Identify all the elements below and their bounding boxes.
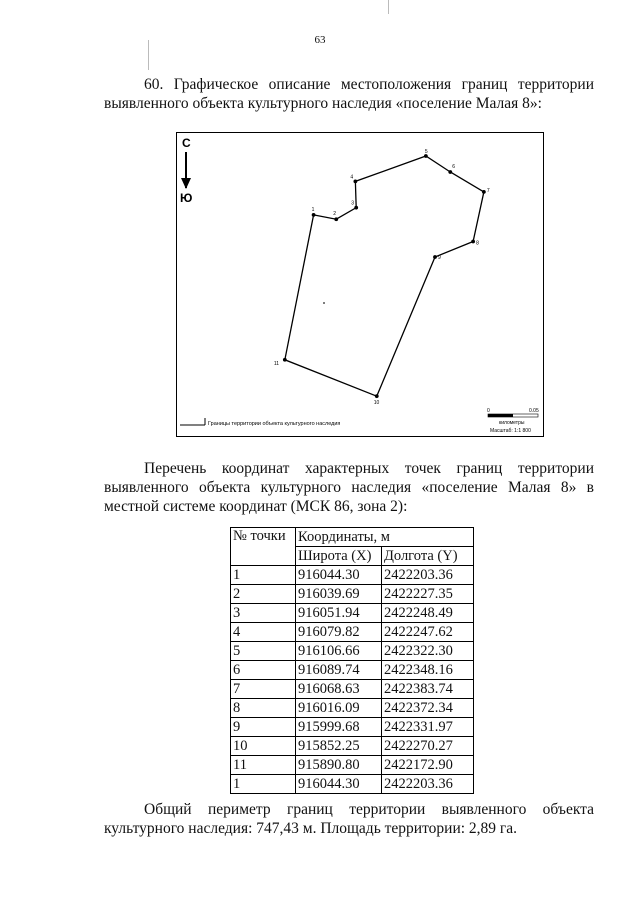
latitude-cell: 916089.74 bbox=[296, 661, 382, 680]
longitude-cell: 2422383.74 bbox=[382, 680, 474, 699]
coordinates-table-body bbox=[231, 566, 474, 794]
summary-line-2: культурного наследия: 747,43 м. Площадь территории: 2,89 га. bbox=[104, 820, 518, 837]
heading-line-2: выявленного объекта культурного наследия «поселение Малая 8»: bbox=[104, 95, 542, 112]
point-number-cell: 4 bbox=[231, 623, 296, 642]
boundary-point-marker bbox=[448, 170, 452, 174]
point-number-cell: 1 bbox=[231, 566, 296, 585]
latitude-cell: 916079.82 bbox=[296, 623, 382, 642]
latitude-cell: 915890.80 bbox=[296, 756, 382, 775]
table-row bbox=[231, 775, 474, 794]
table-row bbox=[231, 756, 474, 775]
longitude-cell: 2422247.62 bbox=[382, 623, 474, 642]
boundary-map-canvas bbox=[177, 133, 543, 436]
intro-line-3: местной системе координат (МСК 86, зона 2): bbox=[104, 498, 408, 515]
scale-units: километры bbox=[499, 420, 525, 426]
scale-end: 0.05 bbox=[529, 408, 539, 414]
point-number-cell: 8 bbox=[231, 699, 296, 718]
header-latitude: Широта (X) bbox=[296, 547, 382, 566]
table-row bbox=[231, 680, 474, 699]
header-coordinates: Координаты, м bbox=[296, 528, 474, 547]
boundary-point-label: 1 bbox=[311, 206, 315, 213]
section-heading bbox=[104, 75, 594, 113]
longitude-cell: 2422348.16 bbox=[382, 661, 474, 680]
point-number-cell: 10 bbox=[231, 737, 296, 756]
summary-line-1: Общий периметр границ территории выявленного объекта bbox=[144, 801, 594, 818]
boundary-point-label: 5 bbox=[424, 149, 428, 156]
legend-label: Границы территории объекта культурного наследия bbox=[208, 421, 341, 427]
point-number-cell: 6 bbox=[231, 661, 296, 680]
boundary-point-label: 4 bbox=[350, 174, 354, 181]
territory-boundary-line bbox=[285, 156, 484, 396]
longitude-cell: 2422270.27 bbox=[382, 737, 474, 756]
coordinates-intro bbox=[104, 459, 594, 516]
table-row bbox=[231, 623, 474, 642]
table-row bbox=[231, 604, 474, 623]
table-row bbox=[231, 566, 474, 585]
boundary-point-label: 10 bbox=[373, 400, 380, 407]
boundary-map bbox=[176, 132, 544, 437]
scale-zero: 0 bbox=[487, 408, 490, 414]
point-number-cell: 9 bbox=[231, 718, 296, 737]
latitude-cell: 916106.66 bbox=[296, 642, 382, 661]
coordinates-table bbox=[230, 527, 474, 794]
south-label: Ю bbox=[180, 191, 193, 205]
boundary-point-label: 6 bbox=[452, 163, 456, 170]
table-row bbox=[231, 661, 474, 680]
north-label: С bbox=[182, 136, 191, 150]
boundary-point-label: 8 bbox=[476, 240, 479, 247]
longitude-cell: 2422322.30 bbox=[382, 642, 474, 661]
boundary-point-label: 7 bbox=[486, 187, 490, 194]
point-number-cell: 5 bbox=[231, 642, 296, 661]
longitude-cell: 2422248.49 bbox=[382, 604, 474, 623]
table-row bbox=[231, 585, 474, 604]
boundary-point-marker bbox=[433, 255, 437, 259]
table-row bbox=[231, 699, 474, 718]
latitude-cell: 916044.30 bbox=[296, 775, 382, 794]
table-row bbox=[231, 642, 474, 661]
boundary-point-marker bbox=[375, 394, 379, 398]
longitude-cell: 2422203.36 bbox=[382, 566, 474, 585]
longitude-cell: 2422227.35 bbox=[382, 585, 474, 604]
latitude-cell: 916039.69 bbox=[296, 585, 382, 604]
center-marker bbox=[323, 302, 325, 304]
summary-paragraph bbox=[104, 800, 594, 838]
north-arrow-icon bbox=[181, 178, 191, 189]
longitude-cell: 2422331.97 bbox=[382, 718, 474, 737]
page-number: 63 bbox=[314, 34, 326, 46]
header-point-number: № точки bbox=[231, 528, 296, 566]
boundary-point-marker bbox=[283, 358, 287, 362]
boundary-point-marker bbox=[353, 179, 357, 183]
latitude-cell: 916068.63 bbox=[296, 680, 382, 699]
longitude-cell: 2422203.36 bbox=[382, 775, 474, 794]
intro-line-1: Перечень координат характерных точек границ территории bbox=[144, 460, 594, 477]
table-row bbox=[231, 737, 474, 756]
latitude-cell: 916051.94 bbox=[296, 604, 382, 623]
point-number-cell: 2 bbox=[231, 585, 296, 604]
table-row bbox=[231, 718, 474, 737]
latitude-cell: 915852.25 bbox=[296, 737, 382, 756]
boundary-point-marker bbox=[334, 217, 338, 221]
scan-mark bbox=[388, 0, 389, 14]
boundary-point-label: 3 bbox=[351, 200, 354, 207]
table-header-row bbox=[231, 528, 474, 547]
boundary-point-marker bbox=[312, 213, 316, 217]
latitude-cell: 916044.30 bbox=[296, 566, 382, 585]
longitude-cell: 2422172.90 bbox=[382, 756, 474, 775]
header-longitude: Долгота (Y) bbox=[382, 547, 474, 566]
boundary-point-label: 9 bbox=[438, 255, 441, 261]
boundary-point-marker bbox=[354, 206, 358, 210]
heading-line-1: 60. Графическое описание местоположения границ территории bbox=[144, 76, 594, 93]
point-number-cell: 1 bbox=[231, 775, 296, 794]
point-number-cell: 3 bbox=[231, 604, 296, 623]
latitude-cell: 915999.68 bbox=[296, 718, 382, 737]
boundary-point-marker bbox=[471, 240, 475, 244]
latitude-cell: 916016.09 bbox=[296, 699, 382, 718]
intro-line-2: выявленного объекта культурного наследия «поселение Малая 8» в bbox=[104, 479, 594, 496]
boundary-point-marker bbox=[482, 190, 486, 194]
scale-text: Масштаб: 1:1 800 bbox=[490, 428, 531, 434]
point-number-cell: 7 bbox=[231, 680, 296, 699]
boundary-point-label: 11 bbox=[273, 360, 280, 367]
longitude-cell: 2422372.34 bbox=[382, 699, 474, 718]
scale-bar-fill bbox=[488, 414, 513, 417]
boundary-point-label: 2 bbox=[333, 211, 337, 218]
point-number-cell: 11 bbox=[231, 756, 296, 775]
